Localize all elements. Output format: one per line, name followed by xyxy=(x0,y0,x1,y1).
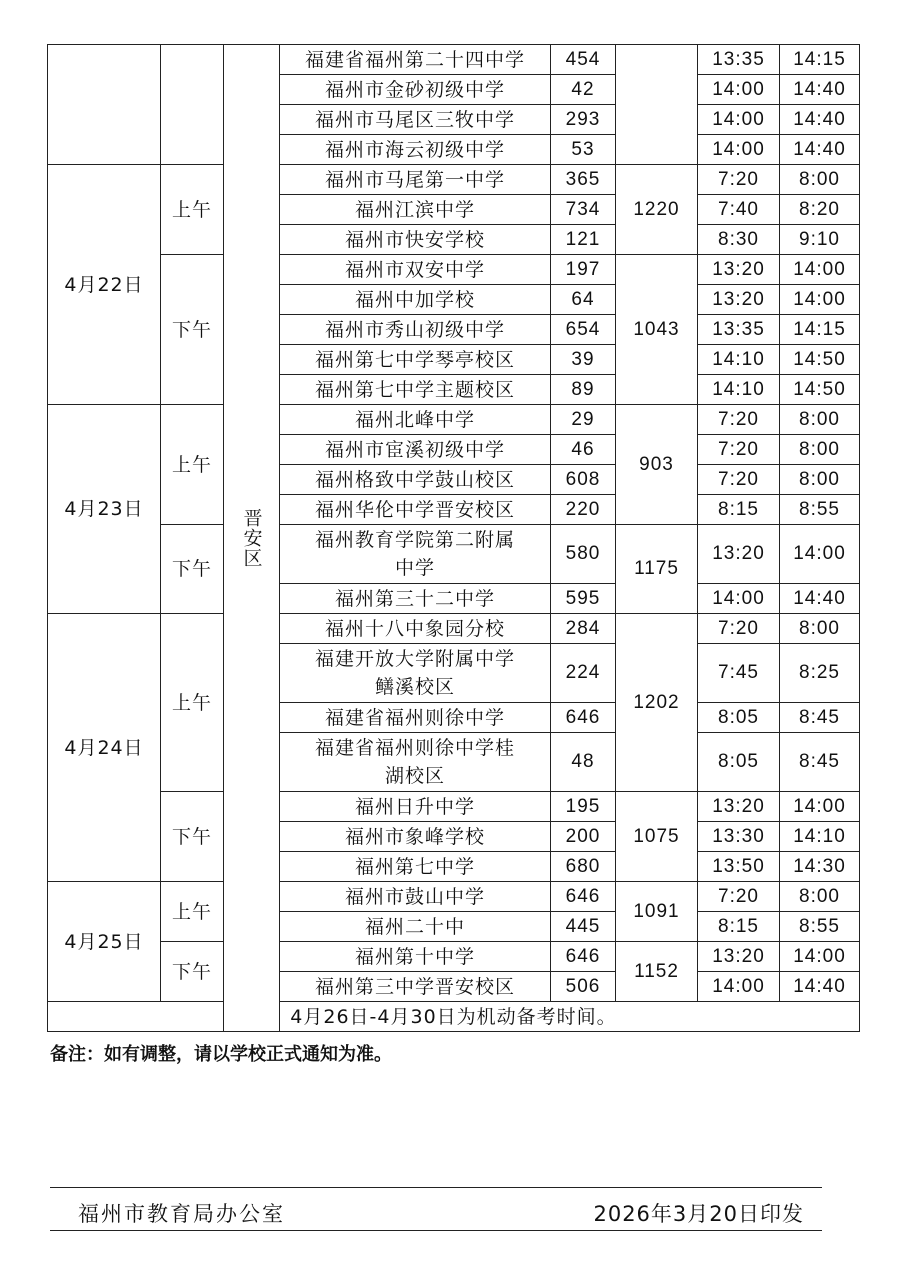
session-total: 1091 xyxy=(616,882,698,942)
start-time: 7:20 xyxy=(698,165,780,195)
session-total: 1075 xyxy=(616,792,698,882)
table-row xyxy=(48,405,860,435)
school-name: 福州第七中学主题校区 xyxy=(280,375,551,405)
date-cell: 4月24日 xyxy=(48,614,161,882)
student-count: 680 xyxy=(551,852,616,882)
total-cell-continued xyxy=(616,45,698,165)
student-count: 654 xyxy=(551,315,616,345)
table-row xyxy=(48,255,860,285)
session-total: 1175 xyxy=(616,525,698,614)
student-count: 646 xyxy=(551,882,616,912)
start-time: 13:35 xyxy=(698,45,780,75)
student-count: 220 xyxy=(551,495,616,525)
start-time: 14:00 xyxy=(698,135,780,165)
school-name: 福建开放大学附属中学鳝溪校区 xyxy=(280,644,551,703)
school-name: 福州格致中学鼓山校区 xyxy=(280,465,551,495)
start-time: 14:10 xyxy=(698,345,780,375)
table-row xyxy=(48,942,860,972)
period-cell: 下午 xyxy=(161,525,224,614)
session-total: 1043 xyxy=(616,255,698,405)
table-row xyxy=(48,614,860,644)
school-name: 福州市秀山初级中学 xyxy=(280,315,551,345)
end-time: 8:00 xyxy=(780,405,860,435)
student-count: 64 xyxy=(551,285,616,315)
start-time: 13:20 xyxy=(698,255,780,285)
school-name: 福州市金砂初级中学 xyxy=(280,75,551,105)
student-count: 734 xyxy=(551,195,616,225)
school-name: 福州北峰中学 xyxy=(280,405,551,435)
school-name: 福建省福州第二十四中学 xyxy=(280,45,551,75)
issuing-office: 福州市教育局办公室 xyxy=(78,1202,285,1226)
start-time: 13:35 xyxy=(698,315,780,345)
student-count: 48 xyxy=(551,733,616,792)
school-name: 福州华伦中学晋安校区 xyxy=(280,495,551,525)
start-time: 7:45 xyxy=(698,644,780,703)
district-cell: 晋安区 xyxy=(224,45,280,1032)
student-count: 39 xyxy=(551,345,616,375)
table-row xyxy=(48,1002,860,1032)
student-count: 365 xyxy=(551,165,616,195)
date-cell: 4月22日 xyxy=(48,165,161,405)
session-total: 1152 xyxy=(616,942,698,1002)
student-count: 580 xyxy=(551,525,616,584)
table-row xyxy=(48,792,860,822)
school-name: 福州中加学校 xyxy=(280,285,551,315)
end-time: 8:45 xyxy=(780,733,860,792)
school-name: 福州第三中学晋安校区 xyxy=(280,972,551,1002)
student-count: 197 xyxy=(551,255,616,285)
end-time: 14:40 xyxy=(780,135,860,165)
school-name: 福州第七中学琴亭校区 xyxy=(280,345,551,375)
start-time: 8:05 xyxy=(698,733,780,792)
student-count: 595 xyxy=(551,584,616,614)
school-name: 福州市象峰学校 xyxy=(280,822,551,852)
end-time: 8:00 xyxy=(780,614,860,644)
end-time: 8:00 xyxy=(780,882,860,912)
school-name: 福州二十中 xyxy=(280,912,551,942)
issue-date: 2026年3月20日印发 xyxy=(593,1202,804,1226)
date-cell-continued xyxy=(48,45,161,165)
student-count: 195 xyxy=(551,792,616,822)
school-name: 福建省福州则徐中学 xyxy=(280,703,551,733)
student-count: 646 xyxy=(551,942,616,972)
period-cell: 上午 xyxy=(161,405,224,525)
end-time: 14:50 xyxy=(780,345,860,375)
end-time: 9:10 xyxy=(780,225,860,255)
start-time: 14:00 xyxy=(698,75,780,105)
end-time: 14:00 xyxy=(780,792,860,822)
start-time: 8:15 xyxy=(698,912,780,942)
student-count: 121 xyxy=(551,225,616,255)
end-time: 14:40 xyxy=(780,75,860,105)
student-count: 506 xyxy=(551,972,616,1002)
start-time: 14:00 xyxy=(698,105,780,135)
start-time: 13:30 xyxy=(698,822,780,852)
end-time: 14:40 xyxy=(780,105,860,135)
end-time: 14:15 xyxy=(780,315,860,345)
school-name: 福州市快安学校 xyxy=(280,225,551,255)
period-cell-continued xyxy=(161,45,224,165)
school-name: 福州第七中学 xyxy=(280,852,551,882)
table-row xyxy=(48,45,860,75)
school-name: 福州十八中象园分校 xyxy=(280,614,551,644)
remark-note: 备注：如有调整，请以学校正式通知为准。 xyxy=(50,1044,392,1065)
start-time: 13:20 xyxy=(698,942,780,972)
date-cell: 4月25日 xyxy=(48,882,161,1002)
student-count: 29 xyxy=(551,405,616,435)
student-count: 42 xyxy=(551,75,616,105)
end-time: 14:00 xyxy=(780,942,860,972)
start-time: 14:00 xyxy=(698,972,780,1002)
school-name: 福州市海云初级中学 xyxy=(280,135,551,165)
school-name: 福州市双安中学 xyxy=(280,255,551,285)
start-time: 7:20 xyxy=(698,435,780,465)
session-total: 903 xyxy=(616,405,698,525)
end-time: 8:45 xyxy=(780,703,860,733)
end-time: 8:00 xyxy=(780,465,860,495)
student-count: 445 xyxy=(551,912,616,942)
end-time: 8:00 xyxy=(780,435,860,465)
period-cell: 下午 xyxy=(161,255,224,405)
school-name: 福州日升中学 xyxy=(280,792,551,822)
school-name: 福州教育学院第二附属中学 xyxy=(280,525,551,584)
start-time: 14:10 xyxy=(698,375,780,405)
end-time: 8:55 xyxy=(780,912,860,942)
student-count: 224 xyxy=(551,644,616,703)
student-count: 200 xyxy=(551,822,616,852)
school-name: 福州市马尾区三牧中学 xyxy=(280,105,551,135)
start-time: 13:50 xyxy=(698,852,780,882)
student-count: 89 xyxy=(551,375,616,405)
end-time: 8:20 xyxy=(780,195,860,225)
end-time: 8:55 xyxy=(780,495,860,525)
period-cell: 下午 xyxy=(161,792,224,882)
period-cell: 下午 xyxy=(161,942,224,1002)
start-time: 7:40 xyxy=(698,195,780,225)
start-time: 7:20 xyxy=(698,614,780,644)
start-time: 8:15 xyxy=(698,495,780,525)
student-count: 284 xyxy=(551,614,616,644)
period-cell: 上午 xyxy=(161,882,224,942)
school-name: 福建省福州则徐中学桂湖校区 xyxy=(280,733,551,792)
end-time: 14:30 xyxy=(780,852,860,882)
start-time: 8:30 xyxy=(698,225,780,255)
end-time: 14:00 xyxy=(780,525,860,584)
table-row xyxy=(48,165,860,195)
end-time: 14:15 xyxy=(780,45,860,75)
period-cell: 上午 xyxy=(161,614,224,792)
start-time: 7:20 xyxy=(698,882,780,912)
end-time: 14:10 xyxy=(780,822,860,852)
session-total: 1220 xyxy=(616,165,698,255)
school-name: 福州市宦溪初级中学 xyxy=(280,435,551,465)
footer-bottom-rule xyxy=(50,1230,822,1231)
start-time: 7:20 xyxy=(698,405,780,435)
period-cell: 上午 xyxy=(161,165,224,255)
school-name: 福州市鼓山中学 xyxy=(280,882,551,912)
end-time: 14:00 xyxy=(780,285,860,315)
student-count: 46 xyxy=(551,435,616,465)
student-count: 53 xyxy=(551,135,616,165)
footer-top-rule xyxy=(50,1187,822,1188)
table-row xyxy=(48,525,860,584)
end-time: 8:25 xyxy=(780,644,860,703)
school-name: 福州市马尾第一中学 xyxy=(280,165,551,195)
table-row xyxy=(48,882,860,912)
student-count: 293 xyxy=(551,105,616,135)
student-count: 608 xyxy=(551,465,616,495)
school-name: 福州第十中学 xyxy=(280,942,551,972)
end-time: 14:40 xyxy=(780,584,860,614)
end-time: 8:00 xyxy=(780,165,860,195)
start-time: 14:00 xyxy=(698,584,780,614)
flexible-time-note: 4月26日-4月30日为机动备考时间。 xyxy=(48,1002,860,1032)
start-time: 8:05 xyxy=(698,703,780,733)
student-count: 454 xyxy=(551,45,616,75)
start-time: 7:20 xyxy=(698,465,780,495)
exam-schedule-table xyxy=(47,44,860,1032)
start-time: 13:20 xyxy=(698,285,780,315)
school-name: 福州江滨中学 xyxy=(280,195,551,225)
school-name: 福州第三十二中学 xyxy=(280,584,551,614)
end-time: 14:50 xyxy=(780,375,860,405)
start-time: 13:20 xyxy=(698,792,780,822)
date-cell: 4月23日 xyxy=(48,405,161,614)
student-count: 646 xyxy=(551,703,616,733)
end-time: 14:00 xyxy=(780,255,860,285)
start-time: 13:20 xyxy=(698,525,780,584)
session-total: 1202 xyxy=(616,614,698,792)
end-time: 14:40 xyxy=(780,972,860,1002)
